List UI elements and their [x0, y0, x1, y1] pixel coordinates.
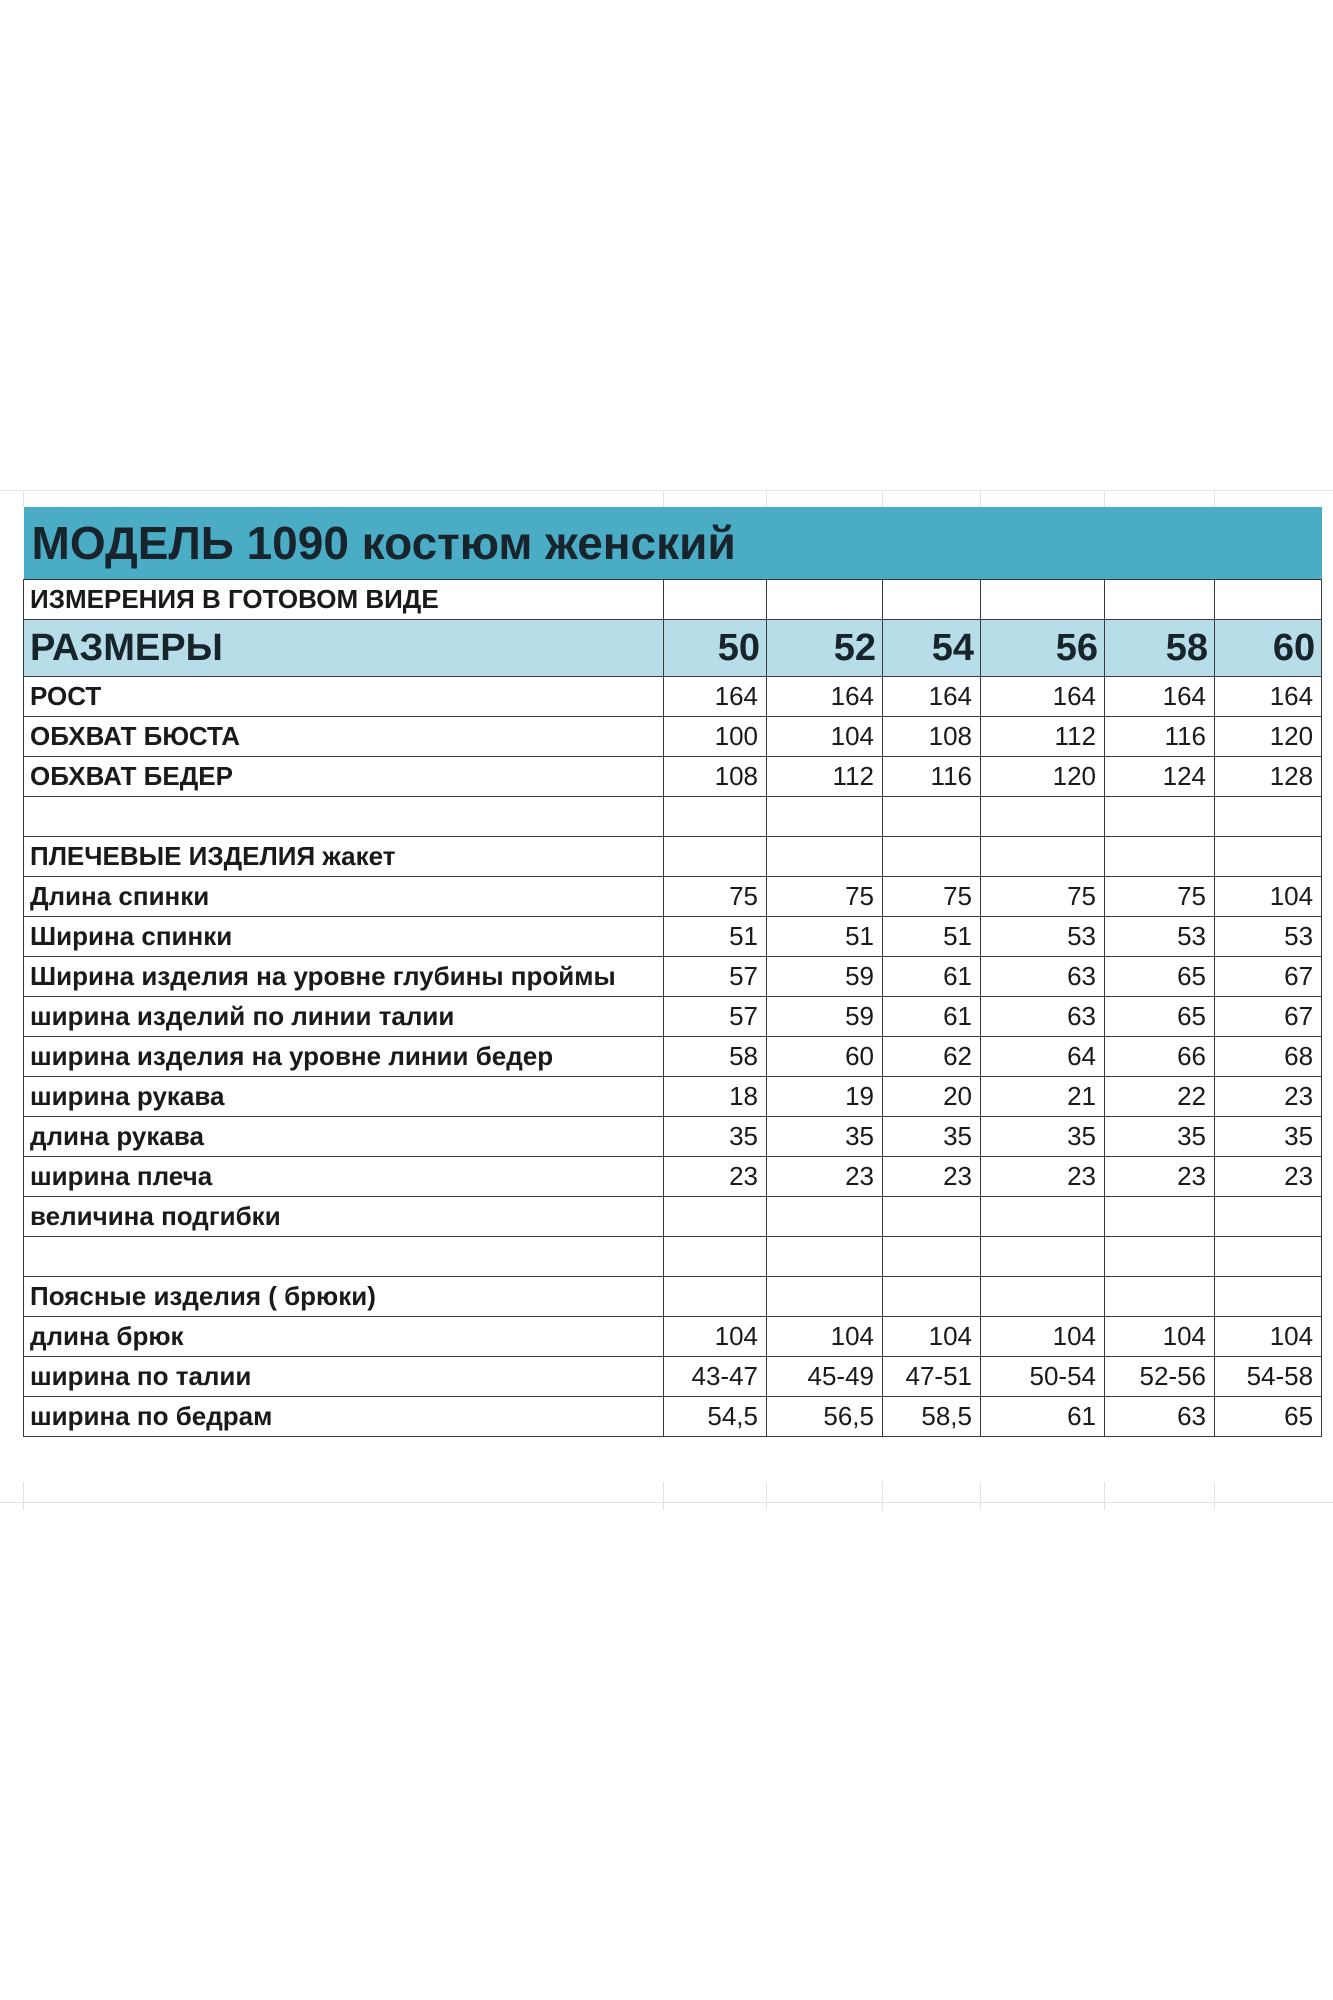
subtitle-row [24, 580, 1322, 620]
table-row [24, 1197, 1322, 1237]
row-label: ширина по талии [24, 1357, 664, 1397]
value-cell: 63 [981, 957, 1105, 997]
table-title: МОДЕЛЬ 1090 костюм женский [24, 507, 1322, 580]
value-cell [767, 1197, 883, 1237]
table-row [24, 1317, 1322, 1357]
value-cell: 22 [1105, 1077, 1215, 1117]
value-cell: 35 [1215, 1117, 1322, 1157]
value-cell: 164 [883, 677, 981, 717]
size-header-cell: 52 [767, 620, 883, 677]
value-cell [1215, 1197, 1322, 1237]
row-label [24, 1237, 664, 1277]
value-cell: 67 [1215, 997, 1322, 1037]
gridline [0, 1502, 1333, 1503]
value-cell: 50-54 [981, 1357, 1105, 1397]
table-row [24, 797, 1322, 837]
value-cell [981, 797, 1105, 837]
value-cell: 23 [767, 1157, 883, 1197]
value-cell: 23 [1105, 1157, 1215, 1197]
gridline [766, 1482, 767, 1510]
value-cell: 51 [664, 917, 767, 957]
gridline [23, 1482, 24, 1510]
value-cell [1105, 1237, 1215, 1277]
gridline [1214, 490, 1215, 507]
gridline [663, 1482, 664, 1510]
row-label: ширина рукава [24, 1077, 664, 1117]
value-cell: 104 [1215, 877, 1322, 917]
value-cell: 128 [1215, 757, 1322, 797]
value-cell: 116 [883, 757, 981, 797]
value-cell [1215, 1237, 1322, 1277]
table-row [24, 957, 1322, 997]
spreadsheet-area [0, 490, 1333, 1510]
row-label: Поясные изделия ( брюки) [24, 1277, 664, 1317]
table-row [24, 1397, 1322, 1437]
value-cell: 45-49 [767, 1357, 883, 1397]
empty-cell [664, 580, 767, 620]
row-label: Ширина спинки [24, 917, 664, 957]
value-cell: 21 [981, 1077, 1105, 1117]
row-label: ОБХВАТ БЕДЕР [24, 757, 664, 797]
value-cell [664, 797, 767, 837]
table-row [24, 1157, 1322, 1197]
value-cell: 52-56 [1105, 1357, 1215, 1397]
value-cell: 108 [883, 717, 981, 757]
value-cell [1215, 797, 1322, 837]
value-cell [1105, 797, 1215, 837]
value-cell: 104 [1215, 1317, 1322, 1357]
value-cell: 120 [1215, 717, 1322, 757]
value-cell [1215, 1277, 1322, 1317]
table-row [24, 1277, 1322, 1317]
title-row [24, 507, 1322, 580]
row-label: Длина спинки [24, 877, 664, 917]
value-cell [883, 1237, 981, 1277]
row-label: ПЛЕЧЕВЫЕ ИЗДЕЛИЯ жакет [24, 837, 664, 877]
value-cell: 104 [767, 1317, 883, 1357]
value-cell: 53 [1215, 917, 1322, 957]
size-header-cell: 54 [883, 620, 981, 677]
gridline [663, 490, 664, 507]
value-cell: 66 [1105, 1037, 1215, 1077]
gridline [980, 490, 981, 507]
value-cell: 63 [1105, 1397, 1215, 1437]
value-cell [1105, 1277, 1215, 1317]
value-cell: 64 [981, 1037, 1105, 1077]
table-row [24, 1037, 1322, 1077]
value-cell: 63 [981, 997, 1105, 1037]
gridline [1214, 1482, 1215, 1510]
value-cell: 104 [767, 717, 883, 757]
value-cell: 53 [1105, 917, 1215, 957]
row-label: величина подгибки [24, 1197, 664, 1237]
value-cell: 67 [1215, 957, 1322, 997]
value-cell: 104 [981, 1317, 1105, 1357]
table-row [24, 677, 1322, 717]
table-row [24, 1077, 1322, 1117]
value-cell: 23 [1215, 1077, 1322, 1117]
empty-cell [981, 580, 1105, 620]
row-label: длина рукава [24, 1117, 664, 1157]
value-cell: 35 [1105, 1117, 1215, 1157]
value-cell: 75 [767, 877, 883, 917]
value-cell: 75 [883, 877, 981, 917]
gridline [882, 1482, 883, 1510]
table-row [24, 1237, 1322, 1277]
gridline [766, 490, 767, 507]
value-cell: 60 [767, 1037, 883, 1077]
table-row [24, 877, 1322, 917]
value-cell [981, 1197, 1105, 1237]
table-row [24, 997, 1322, 1037]
sizes-header-row [24, 620, 1322, 677]
empty-cell [767, 580, 883, 620]
size-header-cell: 50 [664, 620, 767, 677]
value-cell [767, 837, 883, 877]
gridline [980, 1482, 981, 1510]
gridline [1104, 1482, 1105, 1510]
value-cell: 51 [883, 917, 981, 957]
value-cell: 68 [1215, 1037, 1322, 1077]
value-cell: 23 [1215, 1157, 1322, 1197]
value-cell: 164 [1105, 677, 1215, 717]
value-cell: 59 [767, 997, 883, 1037]
value-cell: 61 [883, 997, 981, 1037]
value-cell: 35 [981, 1117, 1105, 1157]
value-cell: 51 [767, 917, 883, 957]
value-cell: 112 [767, 757, 883, 797]
value-cell: 23 [883, 1157, 981, 1197]
value-cell [664, 837, 767, 877]
table-row [24, 837, 1322, 877]
value-cell: 75 [1105, 877, 1215, 917]
value-cell: 18 [664, 1077, 767, 1117]
empty-cell [1215, 580, 1322, 620]
value-cell [883, 1197, 981, 1237]
value-cell [981, 1277, 1105, 1317]
value-cell [664, 1197, 767, 1237]
value-cell: 100 [664, 717, 767, 757]
gridline [23, 490, 24, 507]
value-cell: 58 [664, 1037, 767, 1077]
value-cell: 23 [664, 1157, 767, 1197]
value-cell: 53 [981, 917, 1105, 957]
row-label: ширина плеча [24, 1157, 664, 1197]
row-label: ширина изделия на уровне линии бедер [24, 1037, 664, 1077]
value-cell: 164 [767, 677, 883, 717]
sizes-label: РАЗМЕРЫ [24, 620, 664, 677]
value-cell [883, 797, 981, 837]
value-cell: 164 [981, 677, 1105, 717]
value-cell [767, 797, 883, 837]
size-chart-table [23, 507, 1322, 1437]
value-cell: 47-51 [883, 1357, 981, 1397]
row-label [24, 797, 664, 837]
value-cell [1105, 1197, 1215, 1237]
value-cell: 75 [664, 877, 767, 917]
value-cell: 58,5 [883, 1397, 981, 1437]
row-label: ширина изделий по линии талии [24, 997, 664, 1037]
value-cell [664, 1277, 767, 1317]
row-label: длина брюк [24, 1317, 664, 1357]
value-cell [981, 1237, 1105, 1277]
value-cell: 20 [883, 1077, 981, 1117]
value-cell: 59 [767, 957, 883, 997]
value-cell: 164 [1215, 677, 1322, 717]
value-cell: 57 [664, 957, 767, 997]
value-cell: 104 [883, 1317, 981, 1357]
value-cell [767, 1237, 883, 1277]
value-cell: 35 [883, 1117, 981, 1157]
value-cell [883, 1277, 981, 1317]
size-header-cell: 56 [981, 620, 1105, 677]
value-cell: 23 [981, 1157, 1105, 1197]
value-cell: 65 [1105, 957, 1215, 997]
value-cell: 54-58 [1215, 1357, 1322, 1397]
value-cell [767, 1277, 883, 1317]
size-header-cell: 58 [1105, 620, 1215, 677]
value-cell [981, 837, 1105, 877]
table-row [24, 1357, 1322, 1397]
value-cell: 124 [1105, 757, 1215, 797]
value-cell: 104 [664, 1317, 767, 1357]
empty-cell [1105, 580, 1215, 620]
row-label: РОСТ [24, 677, 664, 717]
value-cell: 65 [1105, 997, 1215, 1037]
value-cell: 75 [981, 877, 1105, 917]
value-cell: 54,5 [664, 1397, 767, 1437]
value-cell: 108 [664, 757, 767, 797]
value-cell: 35 [664, 1117, 767, 1157]
value-cell [1105, 837, 1215, 877]
value-cell: 120 [981, 757, 1105, 797]
gridline [1104, 490, 1105, 507]
value-cell: 104 [1105, 1317, 1215, 1357]
value-cell: 35 [767, 1117, 883, 1157]
value-cell: 164 [664, 677, 767, 717]
value-cell: 57 [664, 997, 767, 1037]
value-cell: 43-47 [664, 1357, 767, 1397]
value-cell: 116 [1105, 717, 1215, 757]
empty-cell [883, 580, 981, 620]
row-label: ОБХВАТ БЮСТА [24, 717, 664, 757]
value-cell: 62 [883, 1037, 981, 1077]
value-cell: 65 [1215, 1397, 1322, 1437]
value-cell: 19 [767, 1077, 883, 1117]
row-label: Ширина изделия на уровне глубины проймы [24, 957, 664, 997]
size-header-cell: 60 [1215, 620, 1322, 677]
table-row [24, 1117, 1322, 1157]
value-cell [664, 1237, 767, 1277]
value-cell: 112 [981, 717, 1105, 757]
value-cell: 61 [981, 1397, 1105, 1437]
subtitle-cell: ИЗМЕРЕНИЯ В ГОТОВОМ ВИДЕ [24, 580, 664, 620]
value-cell: 56,5 [767, 1397, 883, 1437]
value-cell [883, 837, 981, 877]
value-cell [1215, 837, 1322, 877]
row-label: ширина по бедрам [24, 1397, 664, 1437]
table-row [24, 917, 1322, 957]
gridline [0, 490, 1333, 491]
value-cell: 61 [883, 957, 981, 997]
gridline [882, 490, 883, 507]
table-row [24, 717, 1322, 757]
table-row [24, 757, 1322, 797]
